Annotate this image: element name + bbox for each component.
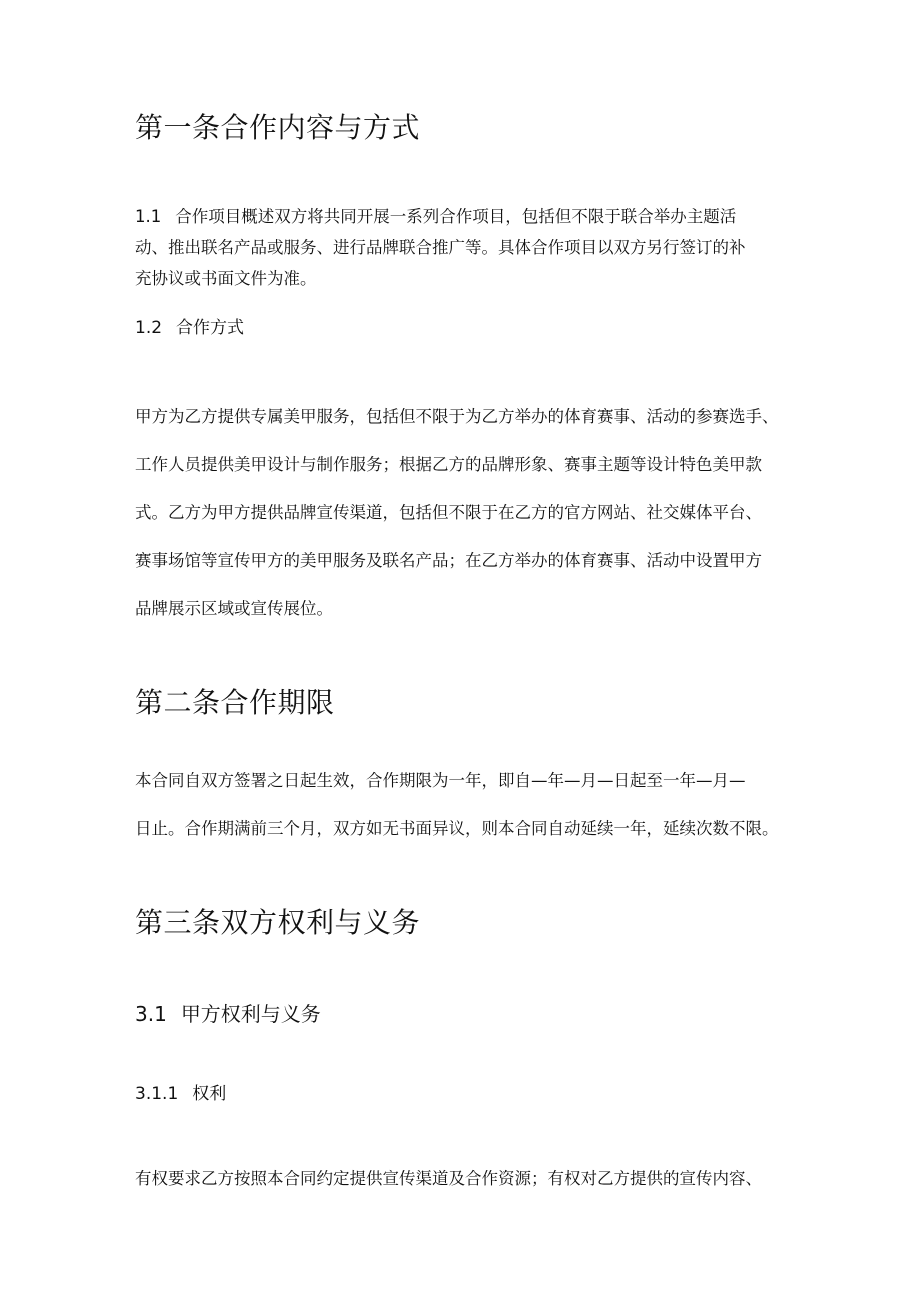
section-3-1-1-body bbox=[135, 1155, 762, 1203]
section-1-1-line-3: 充协议或书面文件为准。 bbox=[135, 269, 317, 288]
section-1-1-line-1: 合作项目概述双方将共同开展一系列合作项目，包括但不限于联合举办主题活 bbox=[175, 207, 737, 226]
section-3-1-1-heading bbox=[135, 1082, 226, 1106]
article-1-title: 第一条合作内容与方式 bbox=[135, 111, 421, 144]
body-line: 工作人员提供美甲设计与制作服务；根据乙方的品牌形象、赛事主题等设计特色美甲款 bbox=[135, 455, 762, 474]
article-2-body bbox=[135, 757, 779, 853]
section-1-1-line-2: 动、推出联名产品或服务、进行品牌联合推广等。具体合作项目以双方另行签订的补 bbox=[135, 238, 746, 257]
section-1-2-label: 合作方式 bbox=[176, 318, 245, 338]
section-3-1-1-label: 权利 bbox=[192, 1084, 227, 1104]
article-3-title: 第三条双方权利与义务 bbox=[135, 906, 421, 939]
section-1-2-number: 1.2 bbox=[135, 318, 163, 338]
section-3-1-number: 3.1 bbox=[135, 1002, 167, 1026]
body-line: 本合同自双方签署之日起生效，合作期限为一年，即自—年—月—日起至一年—月— bbox=[135, 771, 746, 790]
article-2-title: 第二条合作期限 bbox=[135, 686, 335, 719]
body-line: 赛事场馆等宣传甲方的美甲服务及联名产品；在乙方举办的体育赛事、活动中设置甲方 bbox=[135, 551, 762, 570]
body-line: 品牌展示区域或宣传展位。 bbox=[135, 599, 333, 618]
section-1-2-heading bbox=[135, 316, 244, 340]
section-1-2-body bbox=[135, 393, 779, 633]
body-line: 甲方为乙方提供专属美甲服务，包括但不限于为乙方举办的体育赛事、活动的参赛选手、 bbox=[135, 407, 779, 426]
body-line: 日止。合作期满前三个月，双方如无书面异议，则本合同自动延续一年，延续次数不限。 bbox=[135, 819, 779, 838]
section-1-1-number: 1.1 bbox=[135, 207, 162, 226]
section-3-1-heading bbox=[135, 1000, 321, 1028]
section-3-1-1-number: 3.1.1 bbox=[135, 1084, 179, 1104]
section-3-1-label: 甲方权利与义务 bbox=[180, 1002, 321, 1026]
section-1-1 bbox=[135, 201, 746, 294]
body-line: 式。乙方为甲方提供品牌宣传渠道，包括但不限于在乙方的官方网站、社交媒体平台、 bbox=[135, 503, 762, 522]
body-line: 有权要求乙方按照本合同约定提供宣传渠道及合作资源；有权对乙方提供的宣传内容、 bbox=[135, 1169, 762, 1188]
